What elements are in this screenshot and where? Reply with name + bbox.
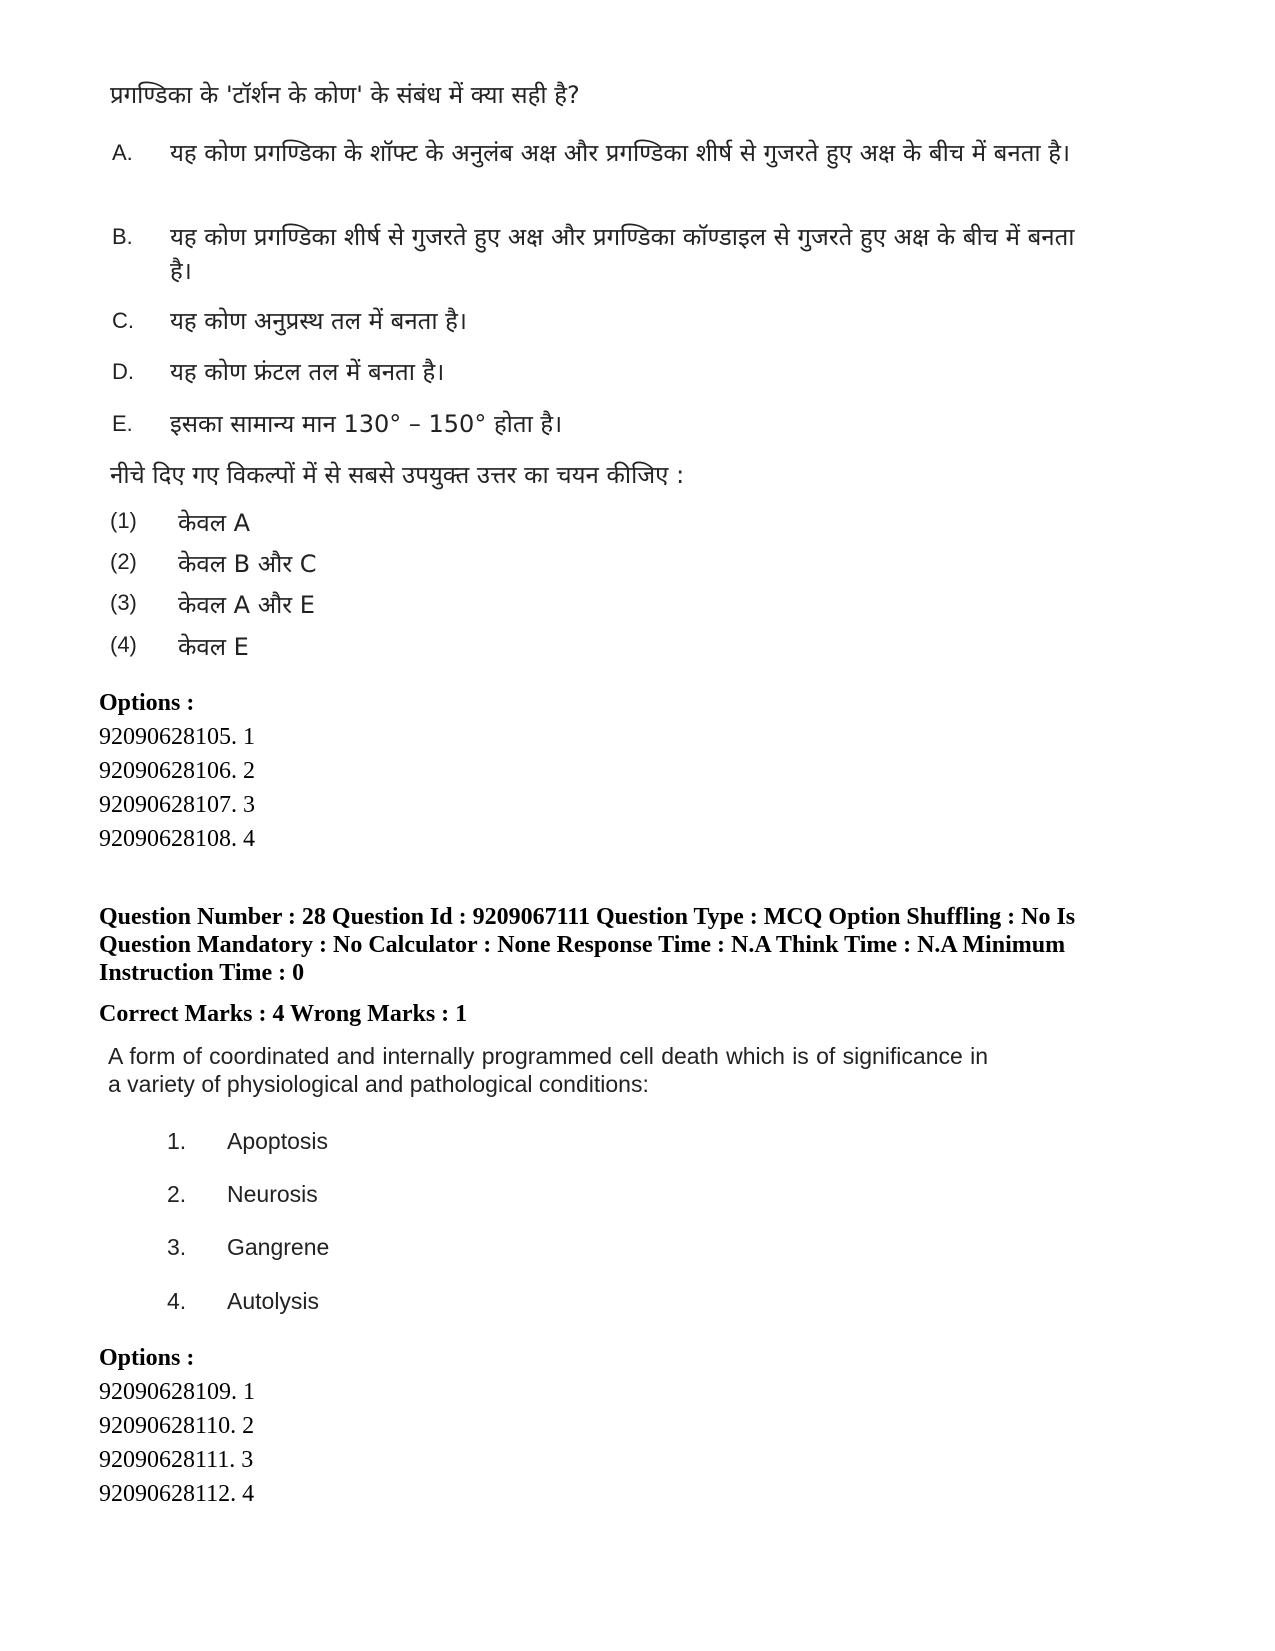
options-heading: Options : bbox=[99, 1345, 195, 1371]
choice-1 bbox=[110, 506, 510, 540]
statement-text: यह कोण अनुप्रस्थ तल में बनता है। bbox=[170, 307, 468, 335]
choice-text: केवल B और C bbox=[178, 550, 317, 578]
question-28-marks: Correct Marks : 4 Wrong Marks : 1 bbox=[99, 1001, 468, 1027]
choice-number: (2) bbox=[110, 549, 137, 574]
statement-e bbox=[110, 407, 1110, 443]
choice-number: (4) bbox=[110, 632, 137, 657]
option-id: 92090628109. 1 bbox=[99, 1379, 255, 1405]
question-28-metadata: Question Number : 28 Question Id : 9209067111 Question Type : MCQ Option Shuffling : No Is Question Mandatory : No Calculator : None Response Time : N.A Think Time : N.A Minimum Instruction Time : 0 bbox=[99, 904, 1076, 986]
choice-number: 3. bbox=[167, 1234, 187, 1260]
choice-text: केवल A bbox=[178, 509, 251, 537]
option-id: 92090628107. 3 bbox=[99, 792, 255, 818]
question-27-stem: प्रगण्डिका के 'टॉर्शन के कोण' के संबंध में क्या सही है? bbox=[110, 81, 580, 109]
answer-instruction: नीचे दिए गए विकल्पों में से सबसे उपयुक्त उत्तर का चयन कीजिए : bbox=[110, 461, 685, 489]
choice-number: 4. bbox=[167, 1288, 187, 1314]
option-id: 92090628111. 3 bbox=[99, 1447, 254, 1473]
statement-c bbox=[110, 304, 1110, 340]
choice-1 bbox=[167, 1128, 567, 1158]
choice-text: Gangrene bbox=[227, 1234, 330, 1260]
choice-number: 1. bbox=[167, 1128, 187, 1154]
option-id: 92090628108. 4 bbox=[99, 826, 255, 852]
choice-number: (3) bbox=[110, 590, 137, 615]
choice-text: केवल A और E bbox=[178, 591, 315, 619]
statement-b bbox=[110, 220, 1110, 290]
statement-a bbox=[110, 136, 1110, 206]
statement-text: यह कोण प्रगण्डिका शीर्ष से गुजरते हुए अक्ष और प्रगण्डिका कॉण्डाइल से गुजरते हुए अक्ष के बीच में बनता है। bbox=[170, 223, 1075, 285]
choice-text: Apoptosis bbox=[227, 1128, 329, 1154]
option-id: 92090628110. 2 bbox=[99, 1413, 255, 1439]
option-id: 92090628106. 2 bbox=[99, 758, 255, 784]
choice-2 bbox=[167, 1181, 567, 1211]
statement-letter: D. bbox=[112, 359, 134, 384]
statement-text: इसका सामान्य मान 130° – 150° होता है। bbox=[170, 410, 563, 438]
choice-number: (1) bbox=[110, 508, 137, 533]
choice-text: Neurosis bbox=[227, 1181, 318, 1207]
question-28-text: A form of coordinated and internally programmed cell death which is of significance in a variety of physiological and pathological conditions: bbox=[108, 1043, 988, 1097]
option-id: 92090628112. 4 bbox=[99, 1481, 255, 1507]
choice-4 bbox=[167, 1288, 567, 1318]
statement-letter: A. bbox=[112, 140, 133, 165]
statement-letter: C. bbox=[112, 308, 134, 333]
choice-text: Autolysis bbox=[227, 1288, 320, 1314]
statement-letter: B. bbox=[112, 224, 133, 249]
choice-3 bbox=[110, 588, 510, 622]
option-id: 92090628105. 1 bbox=[99, 724, 255, 750]
options-heading: Options : bbox=[99, 690, 195, 716]
choice-2 bbox=[110, 547, 510, 581]
choice-4 bbox=[110, 630, 510, 664]
statement-text: यह कोण फ्रंटल तल में बनता है। bbox=[170, 358, 445, 386]
statement-letter: E. bbox=[112, 411, 133, 436]
statement-d bbox=[110, 355, 1110, 391]
choice-text: केवल E bbox=[178, 633, 249, 661]
statement-text: यह कोण प्रगण्डिका के शॉफ्ट के अनुलंब अक्ष और प्रगण्डिका शीर्ष से गुजरते हुए अक्ष के बीच में बनता है। bbox=[170, 139, 1071, 167]
choice-number: 2. bbox=[167, 1181, 187, 1207]
choice-3 bbox=[167, 1234, 567, 1264]
